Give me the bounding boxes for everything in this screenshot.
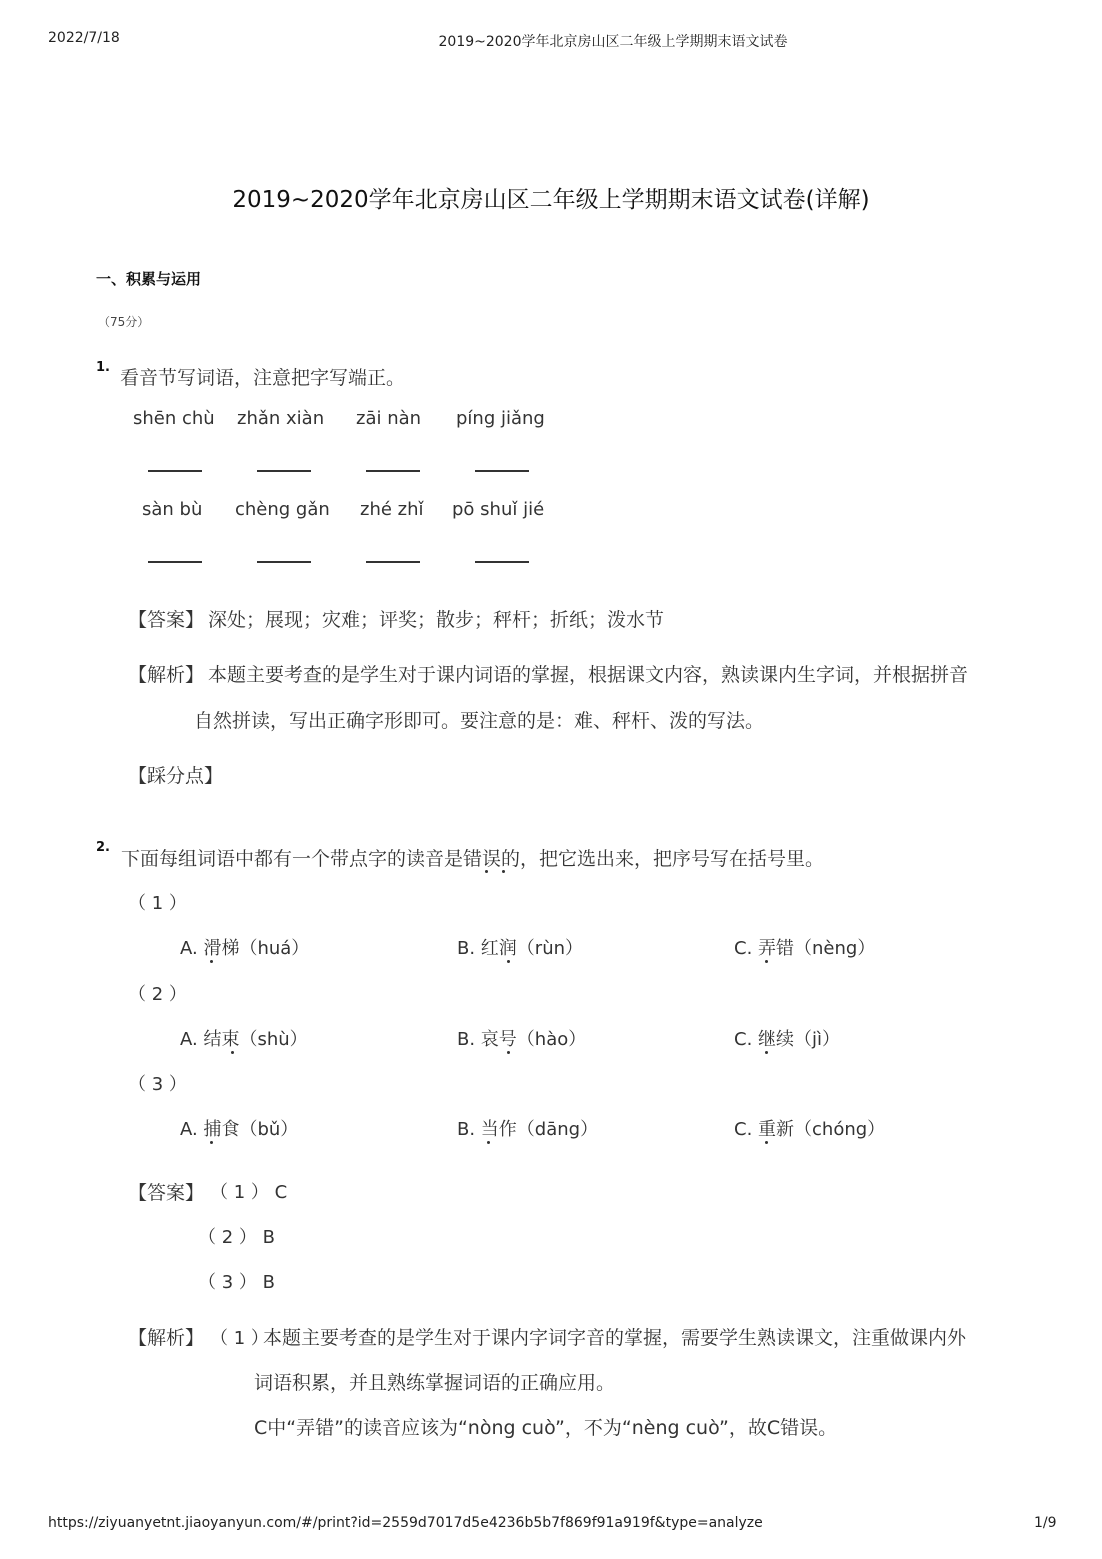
pinyin-item: zāi nàn bbox=[356, 408, 422, 429]
emphasis-dot bbox=[485, 870, 488, 873]
pinyin-item: zhé zhǐ bbox=[360, 499, 424, 520]
analysis-line: 词语积累，并且熟练掌握词语的正确应用。 bbox=[254, 1372, 616, 1394]
group-label: （ 1 ） bbox=[128, 893, 187, 914]
answer-blank[interactable] bbox=[366, 470, 420, 472]
emphasis-dot bbox=[765, 960, 768, 963]
emphasis-dot bbox=[231, 1051, 234, 1054]
emphasis-dot bbox=[765, 1051, 768, 1054]
question-2-number: 2. bbox=[96, 840, 110, 855]
emphasis-dot bbox=[487, 1141, 490, 1144]
option-b[interactable]: B. 当作（dāng） bbox=[457, 1119, 599, 1140]
option-b[interactable]: B. 红润（rùn） bbox=[457, 938, 584, 959]
emphasis-dot bbox=[210, 1141, 213, 1144]
answer-label: 【答案】 bbox=[128, 1182, 205, 1204]
analysis-number: （ 1 ） bbox=[210, 1328, 269, 1349]
print-date: 2022/7/18 bbox=[48, 30, 120, 46]
answer-blank[interactable] bbox=[475, 561, 529, 563]
emphasis-dot bbox=[765, 1141, 768, 1144]
pinyin-item: píng jiǎng bbox=[456, 408, 545, 429]
answer-item: （ 2 ） B bbox=[198, 1227, 275, 1248]
answer-item: （ 3 ） B bbox=[198, 1272, 275, 1293]
emphasis-dot bbox=[210, 960, 213, 963]
analysis-line: 本题主要考查的是学生对于课内词语的掌握，根据课文内容，熟读课内生字词，并根据拼音 bbox=[208, 664, 969, 686]
option-a[interactable]: A. 捕食（bǔ） bbox=[180, 1119, 299, 1140]
section-score: （75分） bbox=[98, 315, 150, 329]
pinyin-item: pō shuǐ jié bbox=[452, 499, 545, 520]
emphasis-dot bbox=[507, 1051, 510, 1054]
analysis-line: 自然拼读，写出正确字形即可。要注意的是：难、秤杆、泼的写法。 bbox=[194, 710, 765, 732]
answer-blank[interactable] bbox=[366, 561, 420, 563]
answer-blank[interactable] bbox=[257, 470, 311, 472]
points-label: 【踩分点】 bbox=[128, 765, 224, 787]
analysis-label: 【解析】 bbox=[128, 664, 205, 686]
page-title: 2019~2020学年北京房山区二年级上学期期末语文试卷(详解) bbox=[232, 187, 870, 213]
analysis-label: 【解析】 bbox=[128, 1327, 205, 1349]
question-1-prompt: 看音节写词语，注意把字写端正。 bbox=[120, 367, 406, 389]
option-c[interactable]: C. 重新（chóng） bbox=[734, 1119, 886, 1140]
emphasis-dot bbox=[502, 870, 505, 873]
footer-page-number: 1/9 bbox=[1034, 1515, 1057, 1531]
answer-blank[interactable] bbox=[257, 561, 311, 563]
answer-text: 深处；展现；灾难；评奖；散步；秤杆；折纸；泼水节 bbox=[208, 609, 665, 631]
pinyin-item: chèng gǎn bbox=[235, 499, 330, 520]
option-a[interactable]: A. 滑梯（huá） bbox=[180, 938, 310, 959]
question-2-prompt: 下面每组词语中都有一个带点字的读音是错误的，把它选出来，把序号写在括号里。 bbox=[121, 848, 825, 870]
answer-label: 【答案】 bbox=[128, 609, 205, 631]
option-b[interactable]: B. 哀号（hào） bbox=[457, 1029, 587, 1050]
footer-url[interactable]: https://ziyuanyetnt.jiaoyanyun.com/#/print?id=2559d7017d5e4236b5b7f869f91a919f&type=analyze bbox=[48, 1515, 763, 1531]
section-heading: 一、积累与运用 bbox=[96, 270, 202, 288]
answer-item: （ 1 ） C bbox=[210, 1182, 288, 1203]
option-c[interactable]: C. 弄错（nèng） bbox=[734, 938, 876, 959]
answer-blank[interactable] bbox=[475, 470, 529, 472]
analysis-line: C中“弄错”的读音应该为“nòng cuò”，不为“nèng cuò”，故C错误。 bbox=[254, 1417, 838, 1439]
emphasis-dot bbox=[507, 960, 510, 963]
answer-blank[interactable] bbox=[148, 561, 202, 563]
pinyin-item: zhǎn xiàn bbox=[237, 408, 325, 429]
option-c[interactable]: C. 继续（jì） bbox=[734, 1029, 841, 1050]
group-label: （ 2 ） bbox=[128, 984, 187, 1005]
question-1-number: 1. bbox=[96, 360, 110, 375]
pinyin-item: sàn bù bbox=[142, 499, 203, 520]
analysis-line: 本题主要考查的是学生对于课内字词字音的掌握，需要学生熟读课文，注重做课内外 bbox=[263, 1327, 967, 1349]
answer-blank[interactable] bbox=[148, 470, 202, 472]
print-doc-title: 2019~2020学年北京房山区二年级上学期期末语文试卷 bbox=[438, 34, 788, 50]
group-label: （ 3 ） bbox=[128, 1074, 187, 1095]
pinyin-item: shēn chù bbox=[133, 408, 215, 429]
option-a[interactable]: A. 结束（shù） bbox=[180, 1029, 308, 1050]
